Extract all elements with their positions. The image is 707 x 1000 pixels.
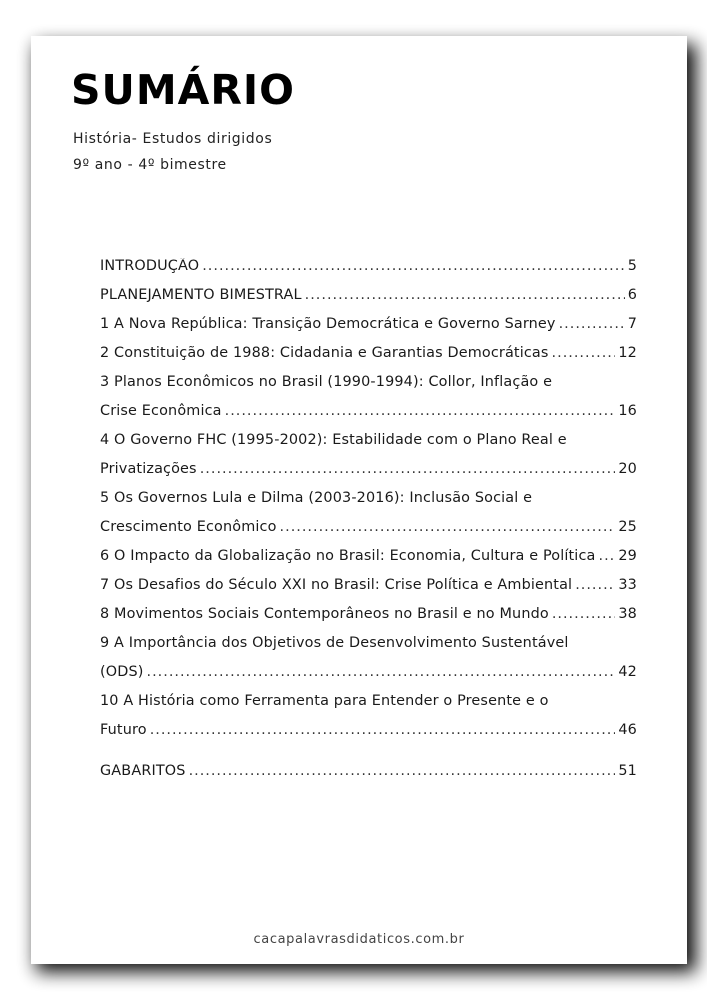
chapter-title-cont: (ODS) <box>100 664 144 680</box>
toc-entry-planning[interactable]: PLANEJAMENTO BIMESTRAL ..... 6 <box>100 287 637 316</box>
dot-leader <box>575 577 615 593</box>
page-number: 38 <box>618 606 637 622</box>
toc-entry-chapter[interactable] <box>100 316 637 345</box>
dot-leader <box>147 664 616 680</box>
chapter-title: 8 Movimentos Sociais Contemporâneos no Brasil e no Mundo <box>100 606 549 622</box>
dot-leader <box>599 548 616 564</box>
page-number: 42 <box>618 664 637 680</box>
chapter-title: 7 Os Desafios do Século XXI no Brasil: Crise Política e Ambiental <box>100 577 573 593</box>
toc-entry-chapter[interactable] <box>100 490 637 548</box>
dot-leader <box>305 287 625 303</box>
chapter-title: 4 O Governo FHC (1995-2002): Estabilidade com o Plano Real e <box>100 432 567 448</box>
toc-entry-introduction[interactable]: INTRODUÇÃO ..... 5 <box>100 258 637 287</box>
subtitle-subject: História- Estudos dirigidos <box>73 131 273 147</box>
table-of-contents <box>100 258 637 792</box>
toc-chapter-list <box>100 316 637 751</box>
toc-entry-chapter[interactable] <box>100 606 637 635</box>
toc-entry-chapter[interactable] <box>100 345 637 374</box>
page-number: 29 <box>618 548 637 564</box>
page-number: 7 <box>627 316 637 332</box>
chapter-title: 3 Planos Econômicos no Brasil (1990-1994): Collor, Inflação e <box>100 374 553 390</box>
chapter-title: 5 Os Governos Lula e Dilma (2003-2016): Inclusão Social e <box>100 490 533 506</box>
chapter-title: 1 A Nova República: Transição Democrática e Governo Sarney <box>100 316 556 332</box>
chapter-title-cont: Privatizações <box>100 461 197 477</box>
page-number: 16 <box>618 403 637 419</box>
page-number: 20 <box>618 461 637 477</box>
dot-leader <box>150 722 616 738</box>
toc-entry-chapter[interactable] <box>100 374 637 432</box>
toc-entry-chapter[interactable] <box>100 635 637 693</box>
toc-entry-chapter[interactable] <box>100 548 637 577</box>
toc-entry-answers[interactable]: GABARITOS ..... 51 <box>100 763 637 792</box>
chapter-title: 10 A História como Ferramenta para Entender o Presente e o <box>100 693 549 709</box>
page-number: 46 <box>618 722 637 738</box>
dot-leader <box>552 345 616 361</box>
dot-leader <box>200 461 616 477</box>
chapter-title: 2 Constituição de 1988: Cidadania e Garantias Democráticas <box>100 345 549 361</box>
dot-leader <box>280 519 616 535</box>
chapter-title: 6 O Impacto da Globalização no Brasil: Economia, Cultura e Política <box>100 548 596 564</box>
chapter-title-cont: Crescimento Econômico <box>100 519 277 535</box>
page-number: 5 <box>627 258 637 274</box>
toc-entry-chapter[interactable] <box>100 693 637 751</box>
chapter-title-cont: Futuro <box>100 722 147 738</box>
dot-leader <box>189 763 616 779</box>
page-number: 12 <box>618 345 637 361</box>
dot-leader <box>225 403 616 419</box>
page-number: 33 <box>618 577 637 593</box>
page-number: 51 <box>618 763 637 779</box>
dot-leader <box>559 316 625 332</box>
page-number: 25 <box>618 519 637 535</box>
dot-leader <box>552 606 616 622</box>
toc-entry-chapter[interactable] <box>100 432 637 490</box>
footer-website: cacapalavrasdidaticos.com.br <box>253 932 465 947</box>
page-number: 6 <box>627 287 637 303</box>
document-page <box>31 36 687 964</box>
dot-leader <box>202 258 624 274</box>
toc-entry-chapter[interactable] <box>100 577 637 606</box>
page-title: SUMÁRIO <box>71 66 296 114</box>
chapter-title: 9 A Importância dos Objetivos de Desenvolvimento Sustentável <box>100 635 569 651</box>
subtitle-grade: 9º ano - 4º bimestre <box>73 157 227 173</box>
chapter-title-cont: Crise Econômica <box>100 403 222 419</box>
